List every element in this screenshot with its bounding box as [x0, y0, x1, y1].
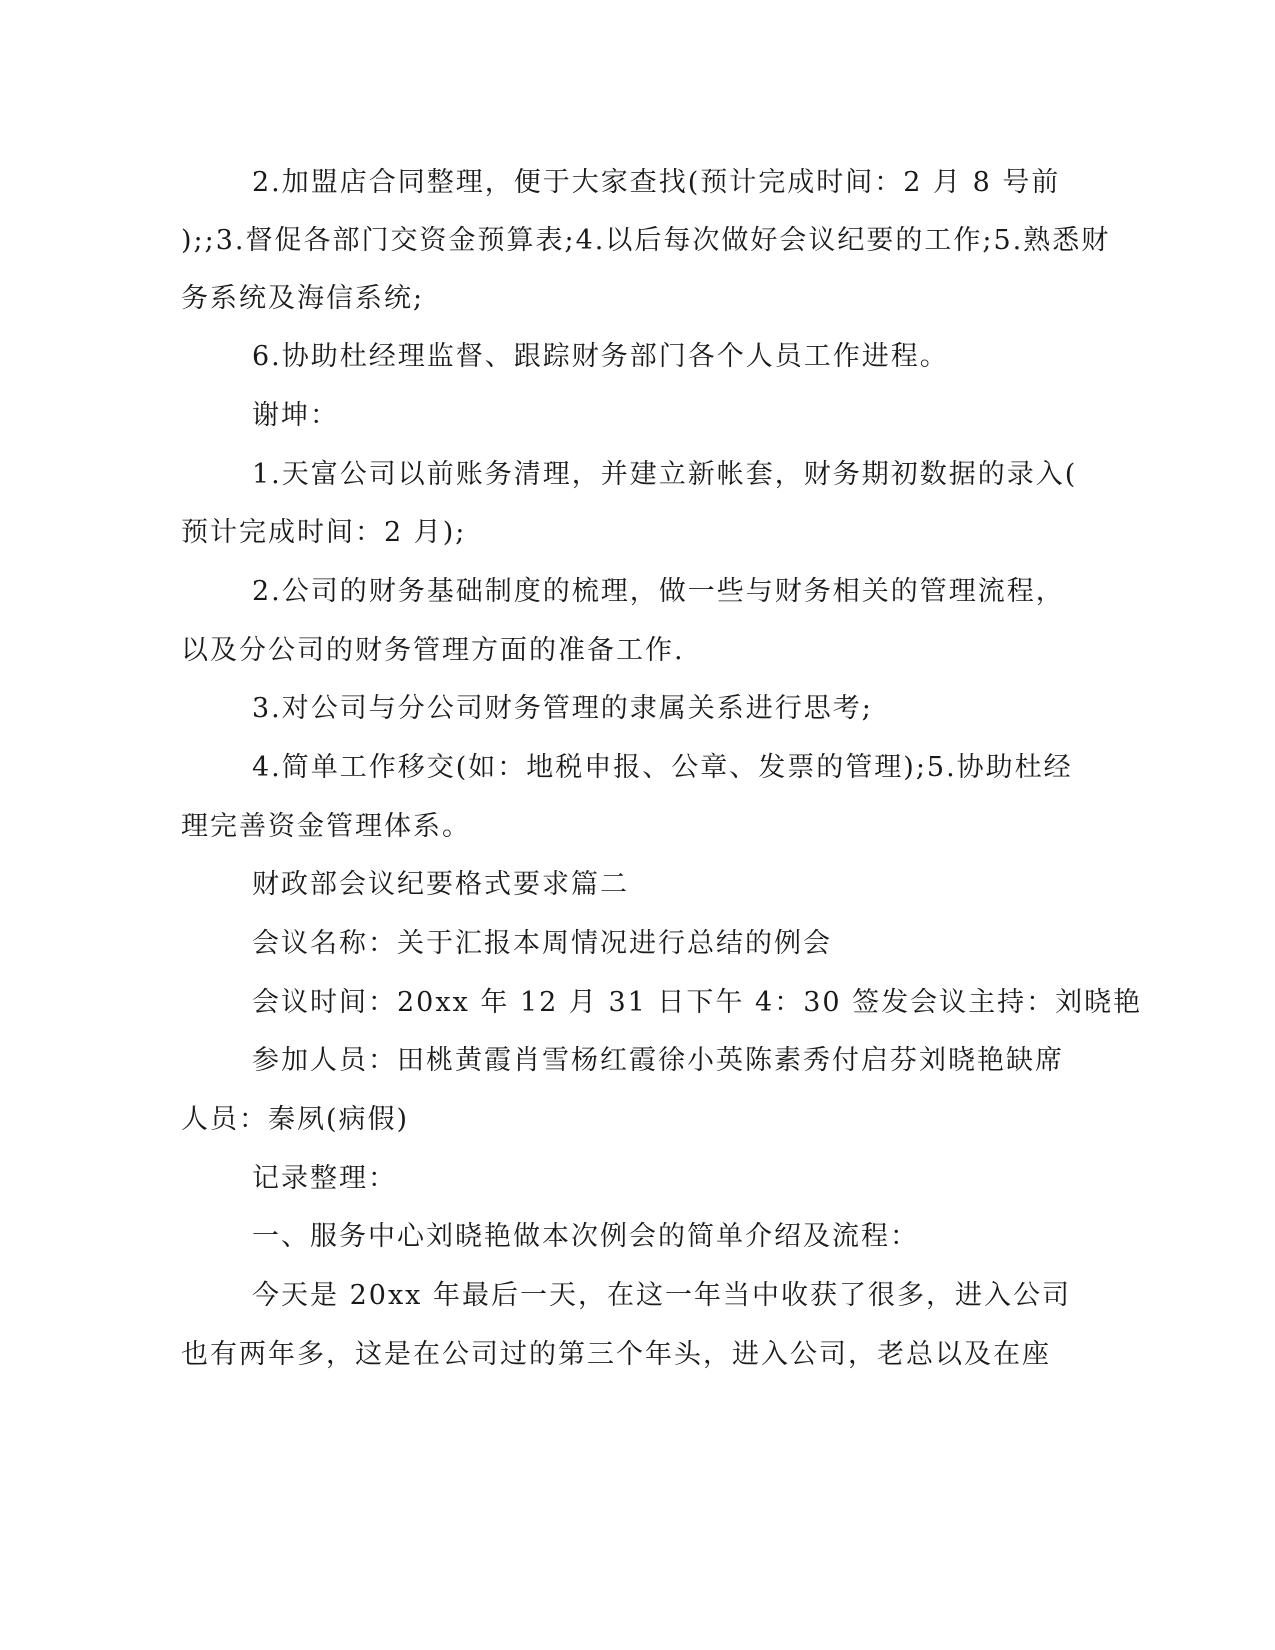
text-line: 今天是 20xx 年最后一天，在这一年当中收获了很多，进入公司 [252, 1280, 1071, 1311]
text-line: 人员：秦夙(病假) [181, 1104, 410, 1135]
text-line: );;3.督促各部门交资金预算表;4.以后每次做好会议纪要的工作;5.熟悉财 [181, 225, 1111, 256]
text-line: 6.协助杜经理监督、跟踪财务部门各个人员工作进程。 [252, 341, 949, 372]
text-line: 参加人员：田桃黄霞肖雪杨红霞徐小英陈素秀付启芬刘晓艳缺席 [252, 1045, 1064, 1076]
text-line: 会议名称：关于汇报本周情况进行总结的例会 [252, 928, 832, 959]
text-line: 务系统及海信系统; [181, 283, 425, 314]
text-line: 4.简单工作移交(如：地税申报、公章、发票的管理);5.协助杜经 [252, 752, 1073, 783]
text-line: 谢坤： [252, 400, 339, 431]
text-line: 3.对公司与分公司财务管理的隶属关系进行思考; [252, 693, 873, 724]
text-line: 2.加盟店合同整理，便于大家查找(预计完成时间：2 月 8 号前 [252, 167, 1061, 198]
text-line: 2.公司的财务基础制度的梳理，做一些与财务相关的管理流程， [252, 576, 1065, 607]
text-line: 财政部会议纪要格式要求篇二 [252, 869, 629, 900]
text-line: 预计完成时间：2 月); [181, 517, 467, 548]
text-line: 也有两年多，这是在公司过的第三个年头，进入公司，老总以及在座 [181, 1339, 1051, 1370]
text-line: 会议时间：20xx 年 12 月 31 日下午 4：30 签发会议主持：刘晓艳 [252, 987, 1143, 1018]
text-line: 1.天富公司以前账务清理，并建立新帐套，财务期初数据的录入( [252, 459, 1078, 490]
text-line: 理完善资金管理体系。 [181, 811, 471, 842]
text-line: 记录整理： [252, 1163, 397, 1194]
text-line: 以及分公司的财务管理方面的准备工作. [181, 635, 685, 666]
text-line: 一、服务中心刘晓艳做本次例会的简单介绍及流程： [252, 1221, 919, 1252]
